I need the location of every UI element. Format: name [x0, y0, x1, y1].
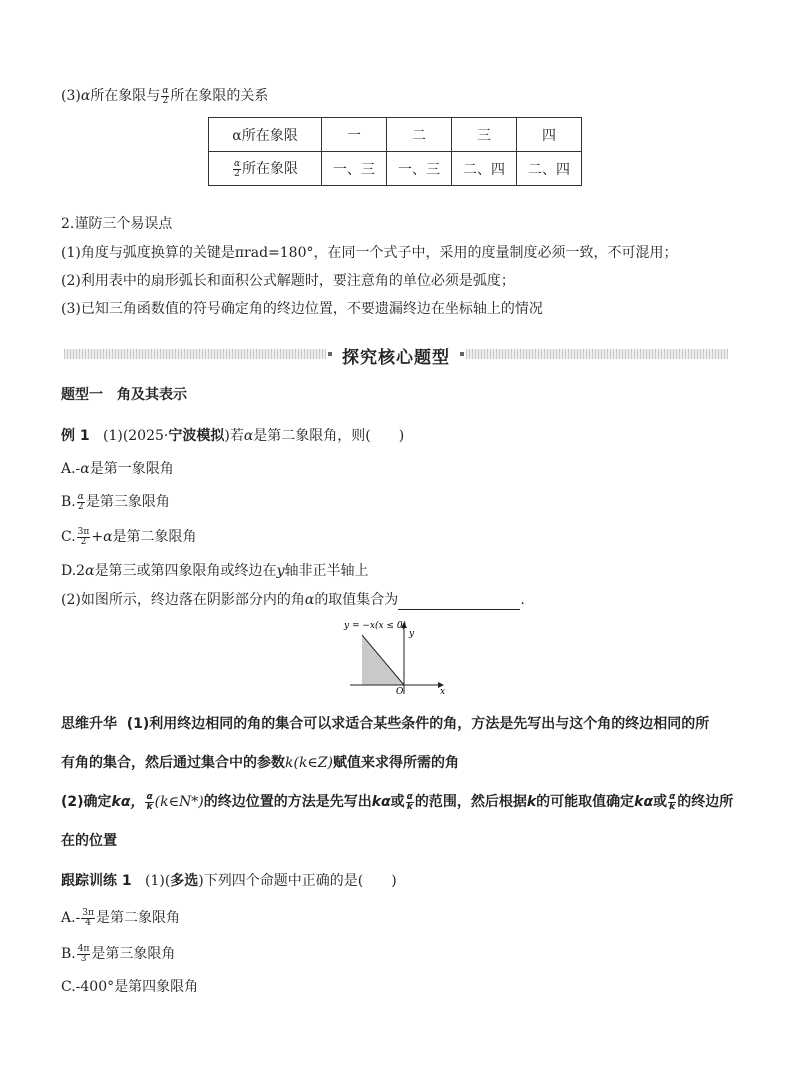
pitfall-2: (2)利用表中的扇形弧长和面积公式解题时，要注意角的单位必须是弧度；: [61, 273, 515, 289]
option-b: B. $\frac{\alpha}{2}$ 是第三象限角: [61, 491, 170, 512]
alpha-symbol: α: [80, 88, 91, 104]
table-cell: 一、三: [387, 152, 452, 186]
section-banner: [64, 344, 728, 368]
banner-left-bar: [64, 349, 326, 359]
banner-right-bar: [466, 349, 728, 359]
table-header-cell: $\frac{\alpha}{2}$ 所在象限: [209, 152, 322, 186]
x-axis-label: x: [440, 687, 446, 696]
insight-label: 思维升华: [61, 716, 117, 732]
insight-line-1: 思维升华 (1)利用终边相同的角的集合可以求适合某些条件的角，方法是先写出与这个角的终边相同的所: [61, 716, 710, 732]
table-cell: 一、三: [322, 152, 387, 186]
answer-blank[interactable]: [398, 595, 520, 610]
table-header-cell: α所在象限: [209, 118, 322, 152]
table-cell: 一: [322, 118, 387, 152]
insight-line-2: 有角的集合，然后通过集合中的参数k(k∈Z)赋值来求得所需的角: [61, 755, 459, 771]
pitfall-3: (3)已知三角函数值的符号确定角的终边位置，不要遗漏终边在坐标轴上的情况: [61, 301, 543, 317]
table-cell: 二、四: [517, 152, 582, 186]
relation-text-end: 所在象限的关系: [170, 88, 269, 104]
table-cell: 二、四: [452, 152, 517, 186]
multi-select-tag: 多选: [170, 873, 199, 889]
option-d: D.2α是第三或第四象限角或终边在y轴非正半轴上: [61, 563, 369, 579]
table-row: [209, 118, 582, 152]
pitfall-1: (1)角度与弧度换算的关键是πrad=180°，在同一个式子中，采用的度量制度必须一致，不可混用；: [61, 245, 678, 261]
practice-1-stem: 跟踪训练 1 (1)(多选)下列四个命题中正确的是( ): [61, 873, 397, 889]
option-a: A.-α是第一象限角: [61, 461, 174, 477]
curve-label: y = −x(x ≤ 0): [344, 621, 407, 631]
table-cell: 三: [452, 118, 517, 152]
option-c: C. $\frac{3\pi}{2}$ +α是第二象限角: [61, 526, 197, 547]
relation-text: 所在象限与: [90, 88, 161, 104]
banner-dot: [328, 352, 332, 356]
insight-line-3: (2)确定kα， $\frac{\alpha}{k}$ (k∈N*)的终边位置的方法是先写出kα或 $\frac{\alpha}{k}$ 的范围，然后根据k的可能取值确定kα或 $\frac{\alpha}{k}$ 的终边所: [61, 791, 734, 812]
relation-label: (3): [61, 88, 81, 104]
alpha-over-2-fraction: $\frac{\alpha}{2}$: [162, 85, 169, 106]
question-source: 宁波模拟: [168, 428, 225, 444]
practice-label: 跟踪训练 1: [61, 873, 132, 889]
shaded-region-graph: [340, 616, 460, 696]
banner-dot: [460, 352, 464, 356]
y-axis-label: y: [409, 629, 415, 639]
origin-label: O: [396, 687, 404, 696]
table-cell: 四: [517, 118, 582, 152]
practice-option-c: C.-400°是第四象限角: [61, 979, 199, 995]
example-label: 例 1: [61, 428, 90, 444]
pitfalls-title: 2.谨防三个易误点: [61, 216, 173, 232]
section-title: 探究核心题型: [342, 348, 450, 368]
example-1-part-2: (2)如图所示，终边落在阴影部分内的角α的取值集合为 .: [61, 592, 525, 608]
table-cell: 二: [387, 118, 452, 152]
alpha-over-2-fraction: $\frac{\alpha}{2}$: [233, 158, 241, 179]
question-type-title: 题型一 角及其表示: [61, 387, 187, 403]
relation-heading: [61, 86, 268, 106]
practice-option-b: B. $\frac{4\pi}{3}$ 是第三象限角: [61, 943, 176, 964]
practice-option-a: A.- $\frac{3\pi}{4}$ 是第二象限角: [61, 907, 180, 928]
insight-line-4: 在的位置: [61, 833, 117, 849]
example-1-stem: 例 1 (1)(2025·宁波模拟)若α是第二象限角，则( ): [61, 428, 405, 444]
table-row: [209, 152, 582, 186]
quadrant-relation-table: [208, 117, 582, 186]
